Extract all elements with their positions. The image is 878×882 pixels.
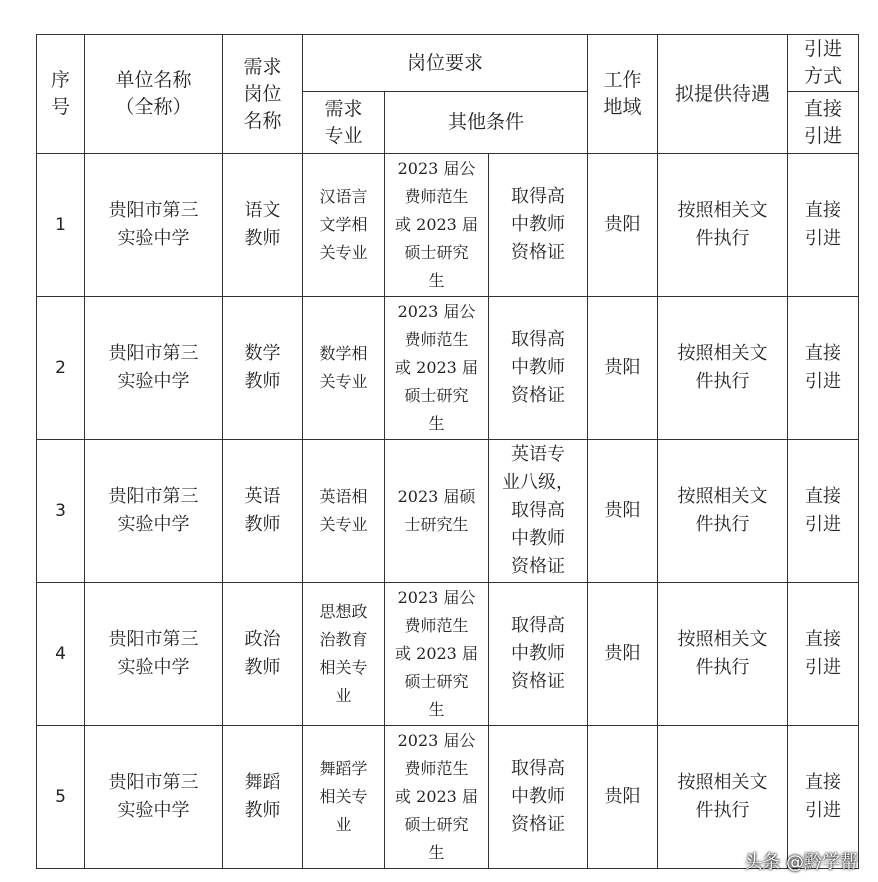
cell-major: 思想政 治教育 相关专 业 bbox=[303, 583, 385, 726]
cell-major: 汉语言 文学相 关专业 bbox=[303, 154, 385, 297]
cell-condition-1: 2023 届公 费师范生 或 2023 届 硕士研究 生 bbox=[385, 154, 489, 297]
cell-treatment: 按照相关文 件执行 bbox=[658, 440, 788, 583]
header-major: 需求 专业 bbox=[303, 92, 385, 154]
cell-condition-1: 2023 届公 费师范生 或 2023 届 硕士研究 生 bbox=[385, 583, 489, 726]
header-treatment: 拟提供待遇 bbox=[658, 35, 788, 154]
cell-region: 贵阳 bbox=[588, 154, 658, 297]
cell-condition-2: 取得高 中教师 资格证 bbox=[489, 297, 588, 440]
cell-unit: 贵阳市第三 实验中学 bbox=[85, 297, 223, 440]
header-unit: 单位名称 （全称） bbox=[85, 35, 223, 154]
header-other: 其他条件 bbox=[385, 92, 588, 154]
cell-method: 直接 引进 bbox=[788, 440, 859, 583]
cell-unit: 贵阳市第三 实验中学 bbox=[85, 583, 223, 726]
cell-region: 贵阳 bbox=[588, 440, 658, 583]
cell-unit: 贵阳市第三 实验中学 bbox=[85, 440, 223, 583]
cell-seq: 1 bbox=[37, 154, 85, 297]
cell-region: 贵阳 bbox=[588, 297, 658, 440]
header-requirements: 岗位要求 bbox=[303, 35, 588, 92]
cell-major: 舞蹈学 相关专 业 bbox=[303, 726, 385, 869]
cell-unit: 贵阳市第三 实验中学 bbox=[85, 154, 223, 297]
cell-seq: 4 bbox=[37, 583, 85, 726]
table-row bbox=[37, 440, 859, 583]
cell-condition-1: 2023 届公 费师范生 或 2023 届 硕士研究 生 bbox=[385, 726, 489, 869]
cell-seq: 2 bbox=[37, 297, 85, 440]
cell-seq: 3 bbox=[37, 440, 85, 583]
cell-treatment: 按照相关文 件执行 bbox=[658, 726, 788, 869]
cell-method: 直接 引进 bbox=[788, 297, 859, 440]
cell-condition-1: 2023 届公 费师范生 或 2023 届 硕士研究 生 bbox=[385, 297, 489, 440]
cell-condition-2: 取得高 中教师 资格证 bbox=[489, 583, 588, 726]
cell-condition-2: 取得高 中教师 资格证 bbox=[489, 726, 588, 869]
cell-region: 贵阳 bbox=[588, 583, 658, 726]
table-row bbox=[37, 583, 859, 726]
cell-condition-2: 英语专 业八级， 取得高 中教师 资格证 bbox=[489, 440, 588, 583]
header-row-1 bbox=[37, 35, 859, 92]
watermark: 头条 @黔学帮 bbox=[744, 852, 858, 873]
cell-post: 语文 教师 bbox=[223, 154, 303, 297]
cell-treatment: 按照相关文 件执行 bbox=[658, 154, 788, 297]
cell-seq: 5 bbox=[37, 726, 85, 869]
cell-method: 直接 引进 bbox=[788, 726, 859, 869]
cell-region: 贵阳 bbox=[588, 726, 658, 869]
cell-condition-2: 取得高 中教师 资格证 bbox=[489, 154, 588, 297]
cell-method: 直接 引进 bbox=[788, 154, 859, 297]
cell-post: 数学 教师 bbox=[223, 297, 303, 440]
cell-post: 英语 教师 bbox=[223, 440, 303, 583]
header-seq: 序 号 bbox=[37, 35, 85, 154]
recruitment-table bbox=[36, 34, 859, 869]
header-region: 工作 地域 bbox=[588, 35, 658, 154]
cell-treatment: 按照相关文 件执行 bbox=[658, 297, 788, 440]
cell-unit: 贵阳市第三 实验中学 bbox=[85, 726, 223, 869]
cell-method: 直接 引进 bbox=[788, 583, 859, 726]
cell-major: 数学相 关专业 bbox=[303, 297, 385, 440]
cell-condition-1: 2023 届硕 士研究生 bbox=[385, 440, 489, 583]
cell-post: 舞蹈 教师 bbox=[223, 726, 303, 869]
cell-treatment: 按照相关文 件执行 bbox=[658, 583, 788, 726]
cell-major: 英语相 关专业 bbox=[303, 440, 385, 583]
table-row bbox=[37, 726, 859, 869]
cell-post: 政治 教师 bbox=[223, 583, 303, 726]
header-post: 需求 岗位 名称 bbox=[223, 35, 303, 154]
header-method: 引进 方式 bbox=[788, 35, 859, 92]
table-row bbox=[37, 154, 859, 297]
header-method-sub: 直接 引进 bbox=[788, 92, 859, 154]
table-row bbox=[37, 297, 859, 440]
